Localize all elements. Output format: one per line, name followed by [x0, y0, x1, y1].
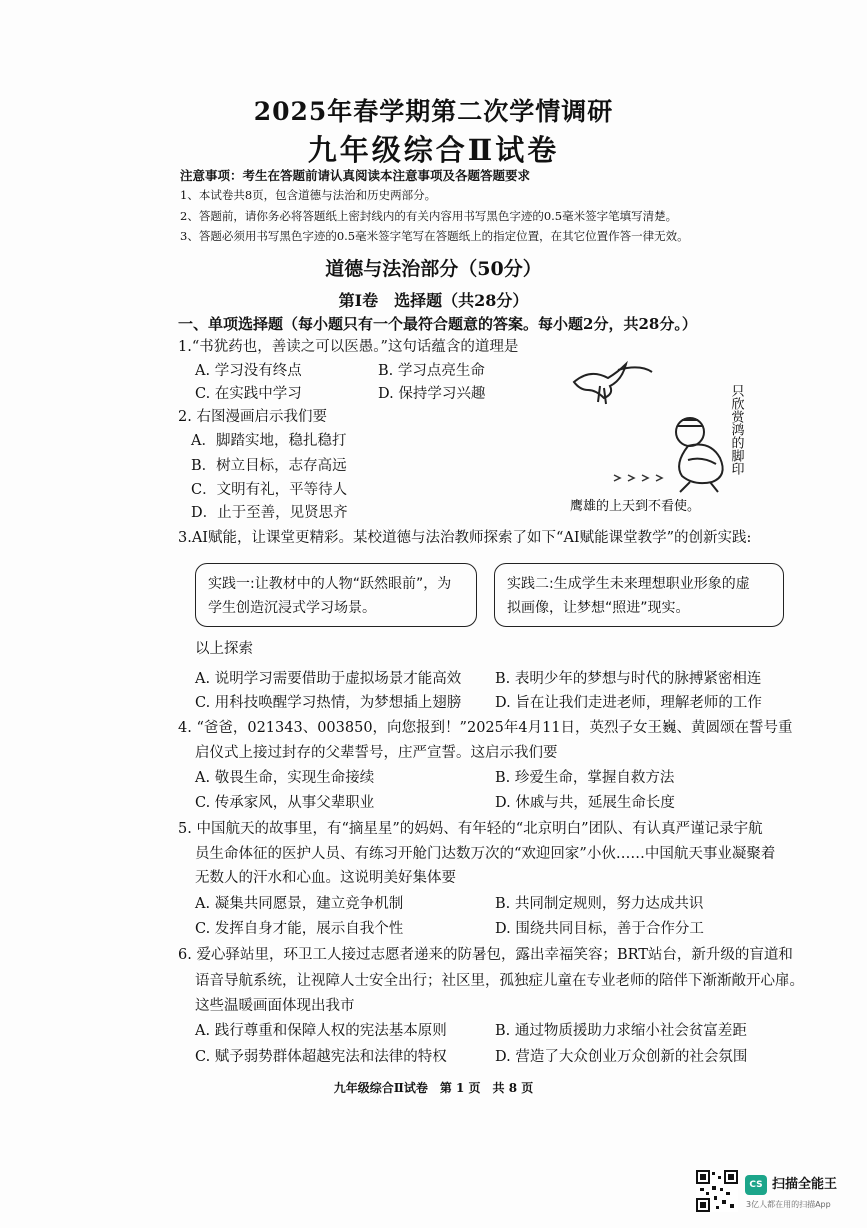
question-4-option-b: B. 珍爱生命，掌握自救方法 — [495, 770, 675, 786]
question-5-stem: 员生命体征的医护人员、有练习开舱门达数万次的“欢迎回家”小伙……中国航天事业凝聚着 — [195, 846, 776, 862]
practice-box-2-line: 拟画像，让梦想“照进”现实。 — [507, 600, 690, 616]
practice-box-1 — [195, 563, 477, 627]
exam-title: 2025年春学期第二次学情调研 — [253, 97, 614, 126]
question-4-stem: 4. “爸爸，021343、003850，向您报到！”2025年4月11日，英烈子女王巍、黄圆颂在誓号重 — [178, 720, 793, 736]
cartoon-bottom-caption: 鹰雄的上天到不看使。 — [570, 499, 701, 514]
question-4-option-d: D. 休戚与共，延展生命长度 — [495, 795, 675, 811]
question-6-option-b: B. 通过物质援助力求缩小社会贫富差距 — [495, 1023, 747, 1039]
cartoon-illustration — [570, 360, 795, 520]
cs-logo: CS — [745, 1175, 767, 1195]
question-2-option-a: A．脚踏实地，稳扎稳打 — [191, 433, 347, 449]
practice-box-2-line: 实践二:生成学生未来理想职业形象的虚 — [507, 576, 750, 592]
question-3-option-c: C. 用科技唤醒学习热情，为梦想插上翅膀 — [195, 695, 462, 711]
question-1-option-c: C. 在实践中学习 — [195, 386, 302, 402]
question-6-stem: 语音导航系统，让视障人士安全出行；社区里，孤独症儿童在专业老师的陪伴下渐渐敞开心扉。 — [195, 973, 804, 989]
notice-item: 2、答题前，请你务必将答题纸上密封线内的有关内容用书写黑色字迹的0.5毫米签字笔填写清楚。 — [180, 209, 678, 223]
question-1-option-d: D. 保持学习兴趣 — [378, 386, 486, 402]
question-2-option-c: C．文明有礼，平等待人 — [191, 482, 348, 498]
question-6-stem: 6. 爱心驿站里，环卫工人接过志愿者递来的防暑包，露出幸福笑容；BRT站台，新升级的盲道和 — [178, 947, 793, 963]
question-5-stem: 无数人的汗水和心血。这说明美好集体要 — [195, 870, 456, 886]
question-3-option-a: A. 说明学习需要借助于虚拟场景才能高效 — [195, 671, 462, 687]
question-2-option-d: D．止于至善，见贤思齐 — [191, 505, 348, 521]
cartoon-side-caption: 只欣赏鸿的脚印 — [728, 384, 744, 475]
qr-code-icon — [696, 1170, 738, 1212]
question-1-stem: 1.“书犹药也，善读之可以医愚。”这句话蕴含的道理是 — [178, 339, 519, 355]
question-4-stem: 启仪式上接过封存的父辈誓号，庄严宣誓。这启示我们要 — [195, 745, 558, 761]
question-5-option-d: D. 围绕共同目标，善于合作分工 — [495, 921, 704, 937]
question-3-stem: 3.AI赋能，让课堂更精彩。某校道德与法治教师探索了如下“AI赋能课堂教学”的创新实践: — [178, 530, 752, 546]
practice-box-1-line: 学生创造沉浸式学习场景。 — [208, 600, 376, 616]
part-title: 第Ⅰ卷 选择题（共28分） — [338, 291, 529, 310]
notice-item: 1、本试卷共8页，包含道德与法治和历史两部分。 — [180, 188, 437, 202]
question-5-option-a: A. 凝集共同愿景，建立竞争机制 — [195, 896, 404, 912]
question-3-lead: 以上探索 — [195, 641, 253, 657]
question-instructions: 一、单项选择题（每小题只有一个最符合题意的答案。每小题2分，共28分。） — [178, 315, 697, 333]
question-6-stem: 这些温暖画面体现出我市 — [195, 998, 355, 1014]
question-2-stem: 2. 右图漫画启示我们要 — [178, 409, 327, 425]
question-5-option-b: B. 共同制定规则，努力达成共识 — [495, 896, 704, 912]
question-4-option-a: A. 敬畏生命，实现生命接续 — [195, 770, 375, 786]
question-5-option-c: C. 发挥自身才能，展示自我个性 — [195, 921, 404, 937]
question-6-option-a: A. 践行尊重和保障人权的宪法基本原则 — [195, 1023, 447, 1039]
section-title: 道德与法治部分（50分） — [325, 258, 542, 280]
question-2-option-b: B．树立目标，志存高远 — [191, 458, 347, 474]
question-5-stem: 5. 中国航天的故事里，有“摘星星”的妈妈、有年轻的“北京明白”团队、有认真严谨记录宇航 — [178, 821, 763, 837]
practice-box-2 — [494, 563, 784, 627]
notice-heading: 注意事项：考生在答题前请认真阅读本注意事项及各题答题要求 — [180, 168, 531, 183]
eagle-icon — [574, 364, 652, 404]
scanner-app-tagline: 3亿人都在用的扫描App — [746, 1200, 831, 1209]
scanner-app-name: 扫描全能王 — [772, 1177, 838, 1192]
practice-box-1-line: 实践一:让教材中的人物“跃然眼前”，为 — [208, 576, 452, 592]
question-6-option-d: D. 营造了大众创业万众创新的社会氛围 — [495, 1049, 748, 1065]
question-6-option-c: C. 赋予弱势群体超越宪法和法律的特权 — [195, 1049, 447, 1065]
question-4-option-c: C. 传承家风，从事父辈职业 — [195, 795, 375, 811]
question-3-option-b: B. 表明少年的梦想与时代的脉搏紧密相连 — [495, 671, 762, 687]
question-1-option-b: B. 学习点亮生命 — [378, 363, 485, 379]
notice-item: 3、答题必须用书写黑色字迹的0.5毫米签字笔写在答题纸上的指定位置，在其它位置作答一律无效。 — [180, 229, 689, 243]
exam-subtitle: 九年级综合Ⅱ试卷 — [307, 133, 560, 167]
question-1-option-a: A. 学习没有终点 — [195, 363, 302, 379]
question-3-option-d: D. 旨在让我们走进老师，理解老师的工作 — [495, 695, 762, 711]
person-icon — [676, 418, 723, 492]
page-footer: 九年级综合Ⅱ试卷 第 1 页 共 8 页 — [333, 1081, 534, 1095]
footprint-arrows — [614, 475, 662, 481]
